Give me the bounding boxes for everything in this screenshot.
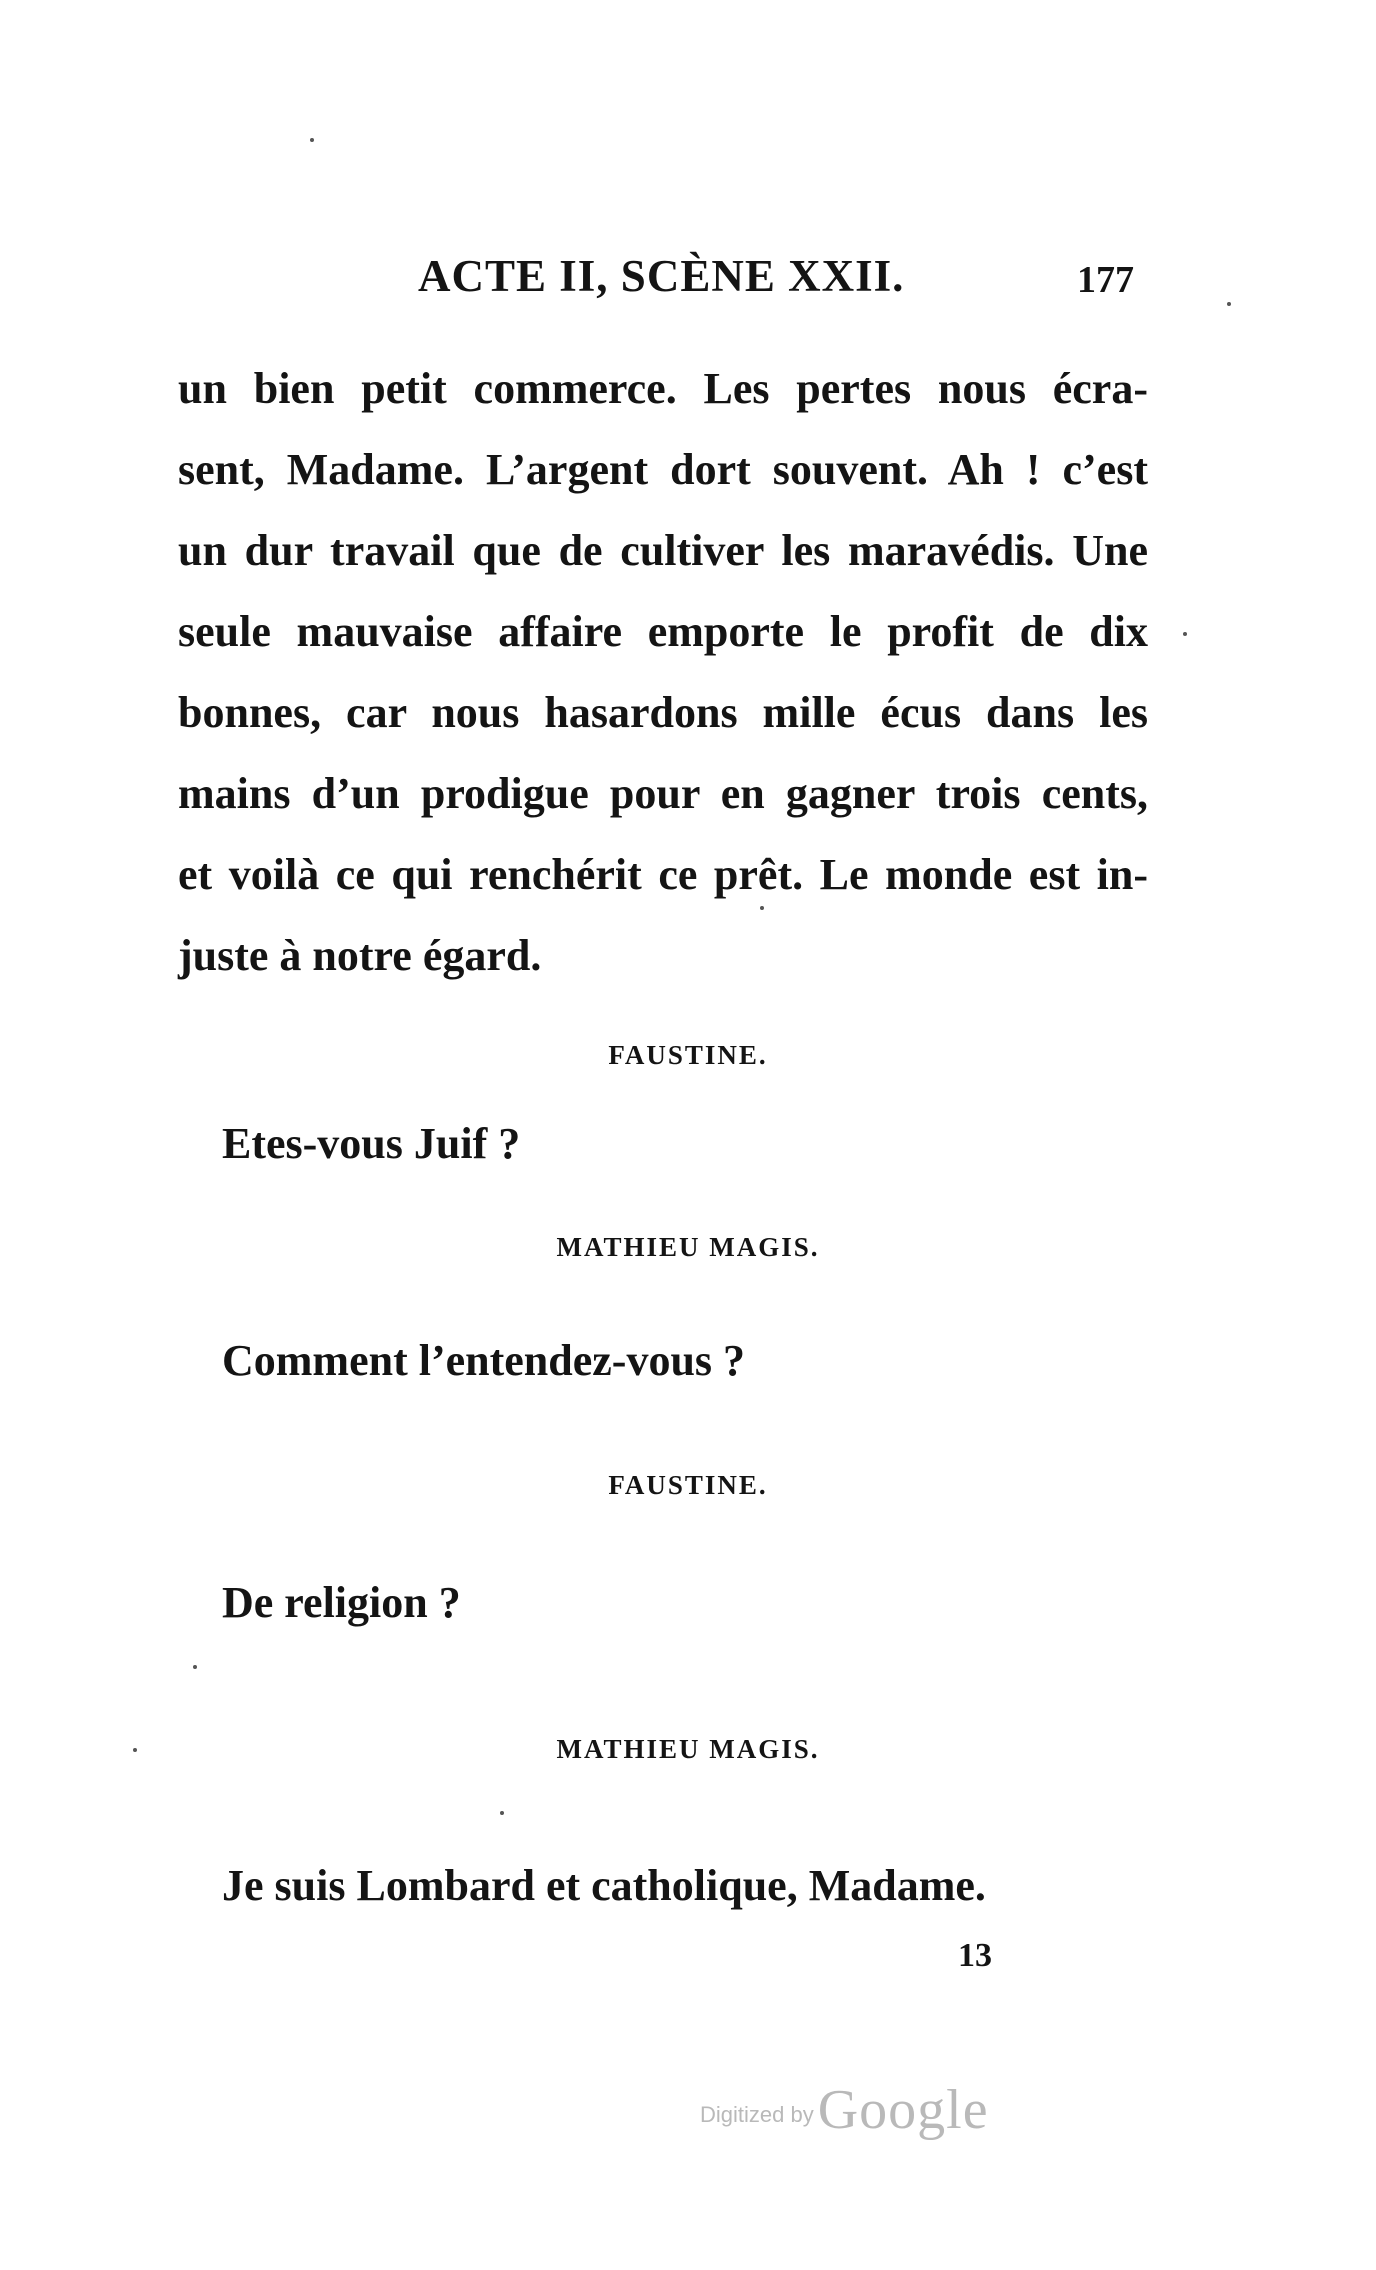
paragraph-line: et voilà ce qui renchérit ce prêt. Le monde est in- (178, 850, 1148, 899)
paragraph-line: juste à notre égard. (178, 931, 542, 980)
speech-line: De religion ? (222, 1578, 461, 1627)
scan-speck (1183, 632, 1187, 636)
speaker-name: MATHIEU MAGIS. (556, 1232, 820, 1262)
speech-paragraph (178, 348, 1148, 996)
running-title: ACTE II, SCÈNE XXII. (418, 251, 905, 301)
scan-speck (760, 906, 764, 910)
running-head (0, 250, 1376, 310)
scan-speck (1227, 302, 1231, 306)
scan-speck (310, 138, 314, 142)
speech-line: Comment l’entendez-vous ? (222, 1336, 746, 1385)
paragraph-line: un bien petit commerce. Les pertes nous écra- (178, 364, 1148, 413)
paragraph-line: un dur travail que de cultiver les maravédis. Une (178, 526, 1148, 575)
speaker-name: MATHIEU MAGIS. (556, 1734, 820, 1764)
paragraph-line: bonnes, car nous hasardons mille écus dans les (178, 688, 1148, 737)
scan-speck (133, 1748, 137, 1752)
watermark-label: Digitized by (700, 2102, 814, 2127)
paragraph-line: sent, Madame. L’argent dort souvent. Ah ! c’est (178, 445, 1148, 494)
scan-speck (500, 1811, 504, 1815)
signature-mark: 13 (958, 1937, 992, 1974)
speech-line: Je suis Lombard et catholique, Madame. (222, 1861, 986, 1910)
paragraph-line: seule mauvaise affaire emporte le profit de dix (178, 607, 1148, 656)
speaker-name: FAUSTINE. (608, 1470, 768, 1500)
paragraph-line: mains d’un prodigue pour en gagner trois cents, (178, 769, 1148, 818)
scan-speck (193, 1665, 197, 1669)
watermark-brand: Google (817, 2079, 989, 2141)
page-number: 177 (1077, 259, 1134, 301)
digitized-watermark (700, 2078, 989, 2142)
speaker-name: FAUSTINE. (608, 1040, 768, 1070)
speech-line: Etes-vous Juif ? (222, 1119, 521, 1168)
